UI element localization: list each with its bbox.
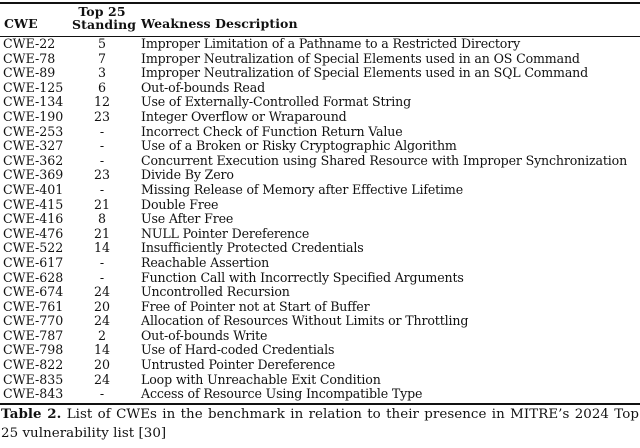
table-caption: [1, 405, 639, 443]
header-cwe: CWE: [4, 16, 38, 31]
table-row: [0, 256, 640, 271]
table-row: [0, 139, 640, 154]
cell-top25-standing: -: [99, 269, 105, 285]
cell-cwe-id: CWE-369: [3, 167, 64, 183]
table-row: [0, 183, 640, 198]
cell-top25-standing: 8: [97, 211, 106, 227]
cell-top25-standing: -: [99, 181, 105, 197]
cell-cwe-id: CWE-415: [3, 196, 64, 212]
cell-cwe-id: CWE-362: [3, 152, 64, 168]
cell-cwe-id: CWE-416: [3, 211, 64, 227]
cell-weakness-description: Use of Hard-coded Credentials: [141, 342, 335, 358]
cell-top25-standing: 7: [97, 50, 106, 66]
header-top25-line2: Standing: [72, 17, 137, 32]
cell-cwe-id: CWE-787: [3, 327, 64, 343]
table-row: [0, 154, 640, 169]
cell-weakness-description: Use of a Broken or Risky Cryptographic Algorithm: [141, 138, 457, 154]
cell-weakness-description: Access of Resource Using Incompatible Type: [141, 386, 423, 402]
cell-cwe-id: CWE-798: [3, 342, 64, 358]
cell-weakness-description: Uncontrolled Recursion: [141, 284, 290, 300]
cell-top25-standing: 14: [93, 342, 111, 358]
cell-top25-standing: 24: [93, 313, 111, 329]
cell-top25-standing: 2: [97, 327, 106, 343]
cell-top25-standing: 21: [93, 196, 111, 212]
cell-top25-standing: 20: [93, 357, 111, 373]
cell-cwe-id: CWE-822: [3, 357, 64, 373]
table-row: [0, 285, 640, 300]
cell-cwe-id: CWE-628: [3, 269, 64, 285]
cell-weakness-description: Loop with Unreachable Exit Condition: [141, 371, 381, 387]
header-description: Weakness Description: [141, 16, 298, 31]
cell-top25-standing: -: [99, 254, 105, 270]
cell-weakness-description: Concurrent Execution using Shared Resource with Improper Synchronization: [141, 152, 628, 168]
header-top25-line1: Top 25: [78, 4, 126, 19]
table-row: [0, 198, 640, 213]
cell-weakness-description: Improper Neutralization of Special Elements used in an OS Command: [141, 50, 580, 66]
table-row: [0, 110, 640, 125]
cell-weakness-description: Allocation of Resources Without Limits or Throttling: [141, 313, 469, 329]
table-row: [0, 314, 640, 329]
cell-top25-standing: 23: [93, 167, 111, 183]
cell-weakness-description: Incorrect Check of Function Return Value: [141, 123, 403, 139]
cell-top25-standing: 24: [93, 371, 111, 387]
cell-top25-standing: 5: [97, 36, 106, 51]
table-row: [0, 241, 640, 256]
cell-cwe-id: CWE-835: [3, 371, 64, 387]
table-row: [0, 329, 640, 344]
cell-top25-standing: 21: [93, 225, 111, 241]
cell-weakness-description: Insufficiently Protected Credentials: [141, 240, 364, 256]
cell-weakness-description: Improper Neutralization of Special Elements used in an SQL Command: [141, 65, 589, 81]
cell-cwe-id: CWE-522: [3, 240, 64, 256]
cell-top25-standing: -: [99, 138, 105, 154]
cell-cwe-id: CWE-253: [3, 123, 64, 139]
table-row: [0, 168, 640, 183]
table-row: [0, 125, 640, 140]
cell-top25-standing: 12: [93, 94, 111, 110]
caption-text: List of CWEs in the benchmark in relation to their presence in MITRE’s 2024 Top 25 vulnerability list [30]: [1, 407, 639, 441]
cell-weakness-description: Double Free: [141, 196, 219, 212]
cell-cwe-id: CWE-617: [3, 254, 64, 270]
cell-cwe-id: CWE-770: [3, 313, 64, 329]
cell-top25-standing: -: [99, 152, 105, 168]
cell-cwe-id: CWE-476: [3, 225, 64, 241]
cell-cwe-id: CWE-761: [3, 298, 64, 314]
table-row: [0, 66, 640, 81]
table-row: [0, 37, 640, 52]
table-header: [0, 4, 640, 36]
cell-weakness-description: Use of Externally-Controlled Format String: [141, 94, 411, 110]
cell-top25-standing: 6: [97, 79, 106, 95]
table-row: [0, 343, 640, 358]
cell-weakness-description: Use After Free: [141, 211, 234, 227]
cell-cwe-id: CWE-327: [3, 138, 64, 154]
cell-weakness-description: Function Call with Incorrectly Specified Arguments: [141, 269, 464, 285]
cell-weakness-description: Untrusted Pointer Dereference: [141, 357, 336, 373]
table-row: [0, 358, 640, 373]
table-row: [0, 212, 640, 227]
cell-weakness-description: Missing Release of Memory after Effective Lifetime: [141, 181, 464, 197]
table-row: [0, 373, 640, 388]
table-row: [0, 81, 640, 96]
table-row: [0, 52, 640, 67]
cell-cwe-id: CWE-401: [3, 181, 64, 197]
cell-top25-standing: 14: [93, 240, 111, 256]
cell-weakness-description: NULL Pointer Dereference: [141, 225, 310, 241]
cell-top25-standing: -: [99, 123, 105, 139]
cell-top25-standing: 20: [93, 298, 111, 314]
header-top25-standing: [72, 4, 137, 32]
cell-cwe-id: CWE-22: [3, 36, 56, 51]
table-row: [0, 300, 640, 315]
cell-weakness-description: Free of Pointer not at Start of Buffer: [141, 298, 370, 314]
table-body: [0, 37, 640, 402]
cell-weakness-description: Out-of-bounds Write: [141, 327, 268, 343]
cell-cwe-id: CWE-674: [3, 284, 64, 300]
cell-cwe-id: CWE-190: [3, 108, 64, 124]
cell-top25-standing: 3: [97, 65, 106, 81]
cell-weakness-description: Integer Overflow or Wraparound: [141, 108, 347, 124]
cell-weakness-description: Improper Limitation of a Pathname to a Restricted Directory: [141, 36, 521, 51]
cell-weakness-description: Reachable Assertion: [141, 254, 270, 270]
cell-cwe-id: CWE-89: [3, 65, 56, 81]
table-row: [0, 271, 640, 286]
cell-top25-standing: -: [99, 386, 105, 402]
caption-label: Table 2.: [1, 406, 62, 422]
table-row: [0, 227, 640, 242]
cell-top25-standing: 23: [93, 108, 111, 124]
cell-cwe-id: CWE-125: [3, 79, 64, 95]
cell-cwe-id: CWE-843: [3, 386, 64, 402]
cell-cwe-id: CWE-134: [3, 94, 64, 110]
cell-top25-standing: 24: [93, 284, 111, 300]
cell-cwe-id: CWE-78: [3, 50, 56, 66]
cell-weakness-description: Out-of-bounds Read: [141, 79, 265, 95]
table-row: [0, 387, 640, 402]
table-row: [0, 95, 640, 110]
cell-weakness-description: Divide By Zero: [141, 167, 234, 183]
